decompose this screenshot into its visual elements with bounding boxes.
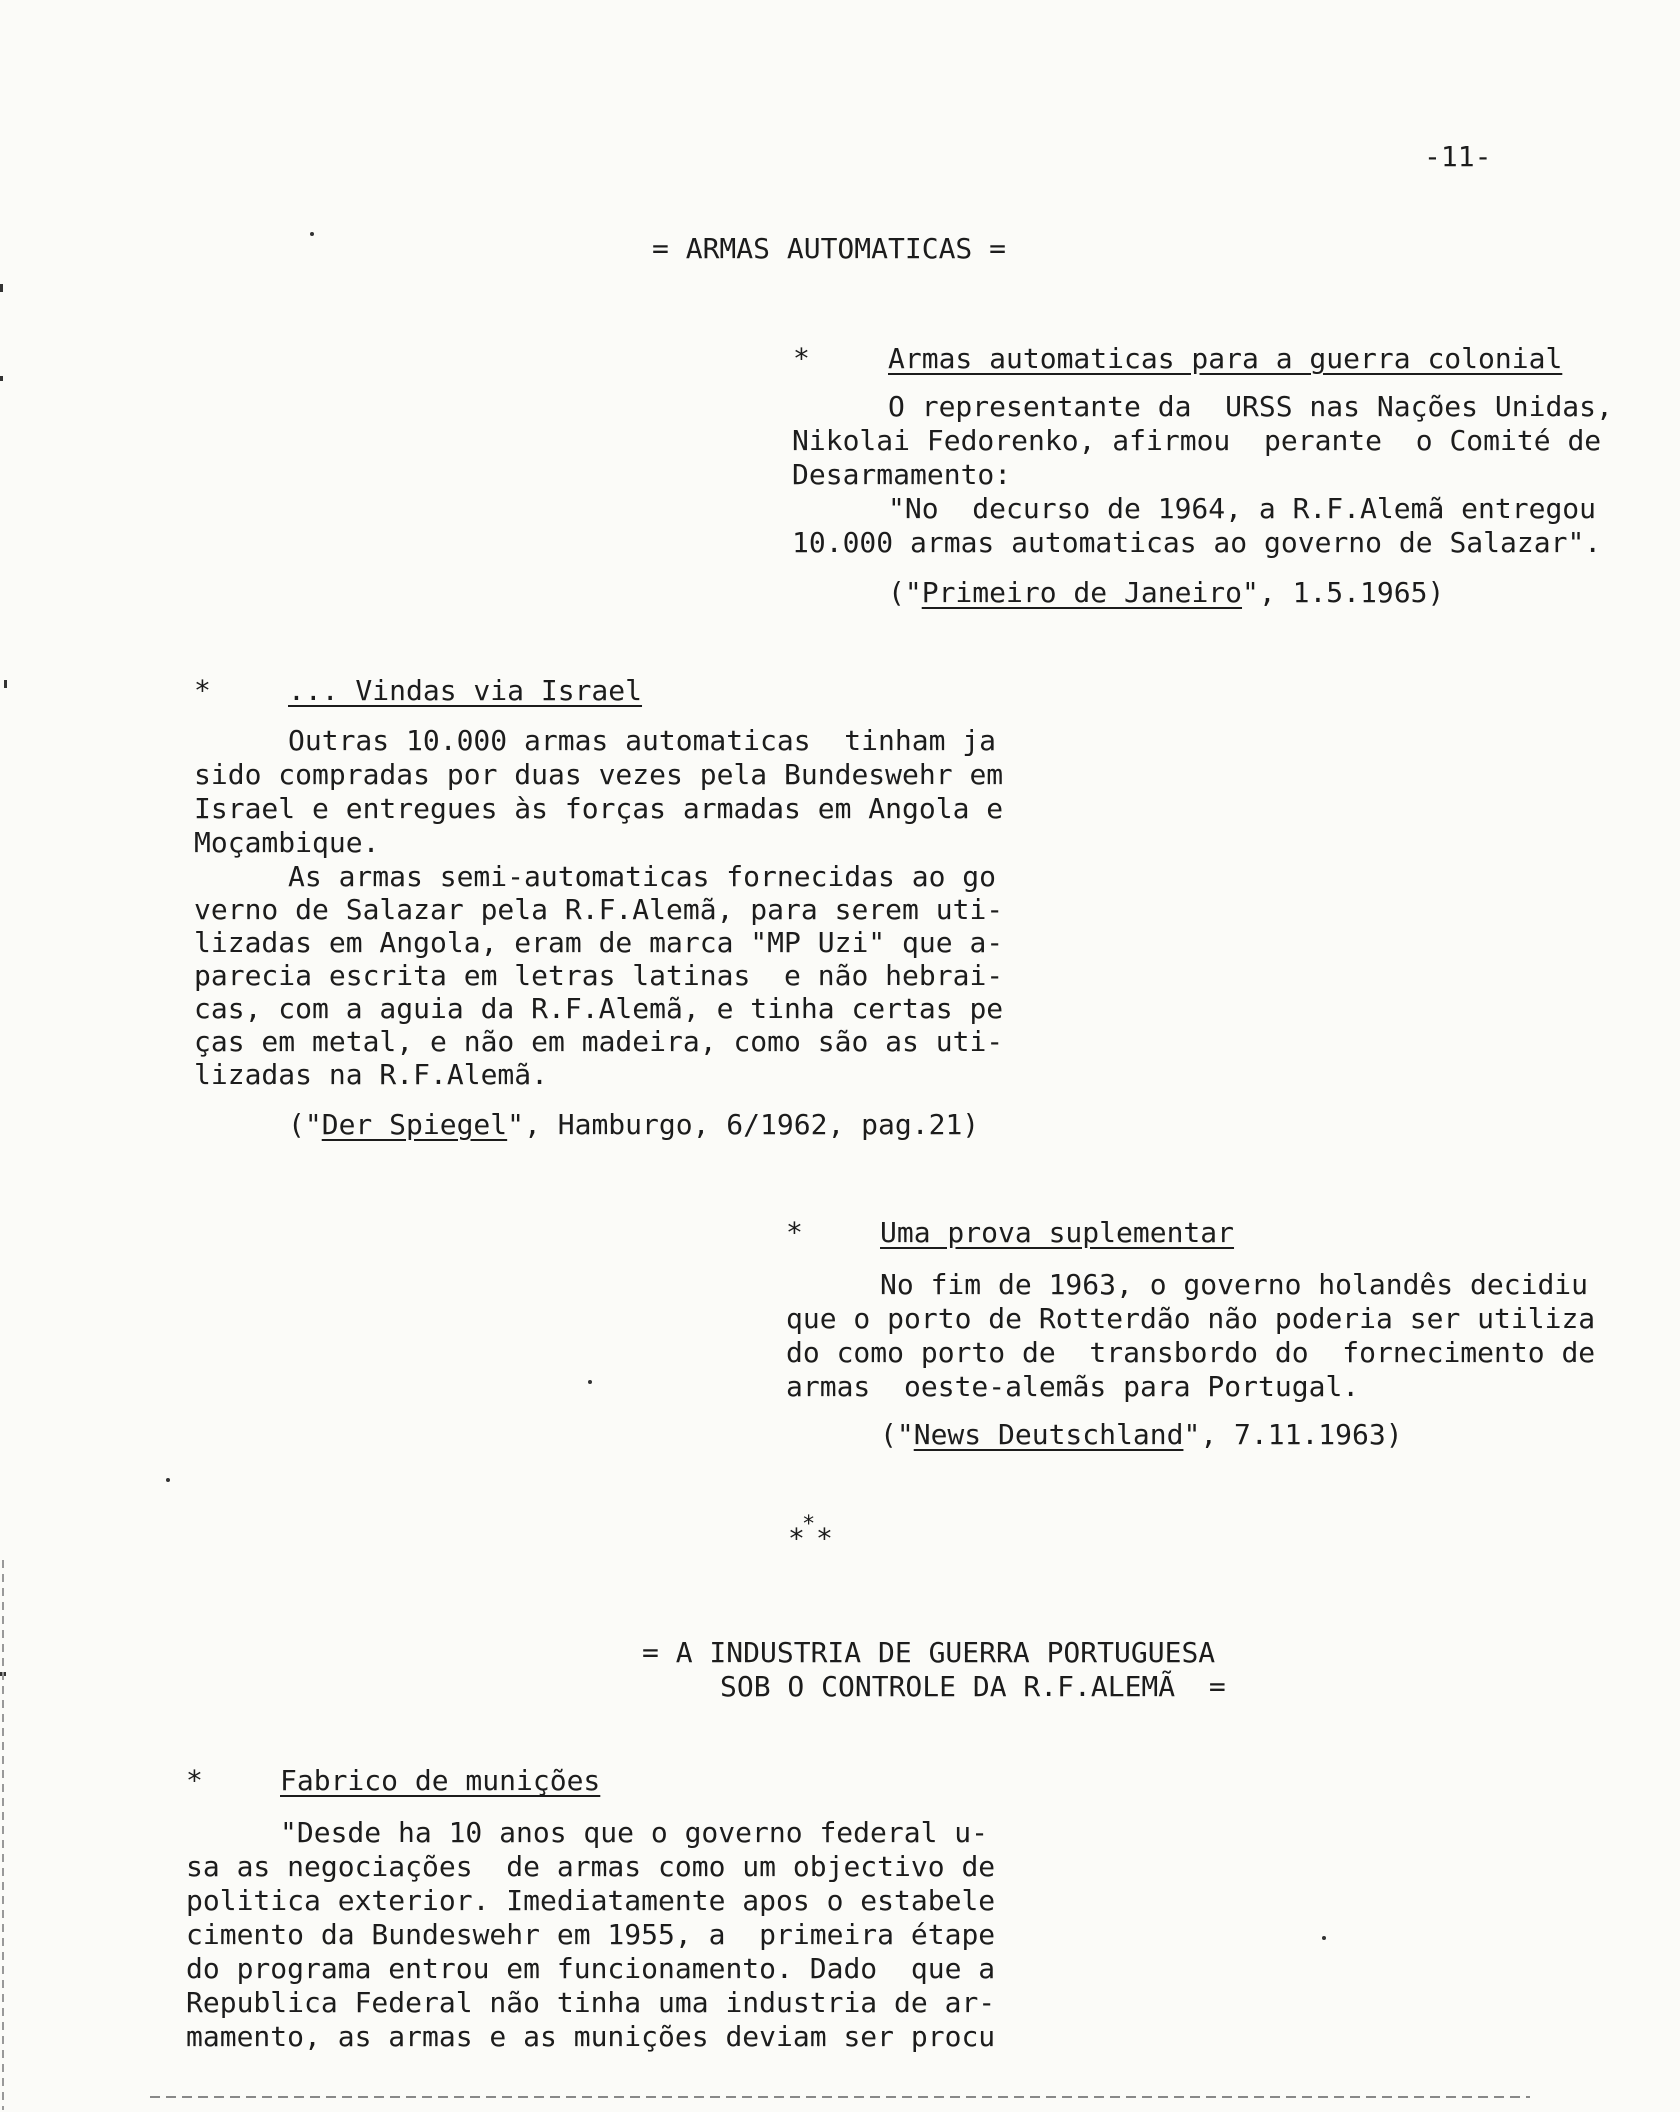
- paragraph-line: parecia escrita em letras latinas e não hebrai-: [194, 959, 1004, 992]
- paragraph-line: lizadas em Angola, eram de marca "MP Uzi" que a-: [194, 926, 1004, 959]
- section-title-industria-line1: = A INDUSTRIA DE GUERRA PORTUGUESA: [642, 1636, 1216, 1669]
- paragraph-line: Outras 10.000 armas automaticas tinham ja: [288, 724, 997, 757]
- paragraph-line: sido compradas por duas vezes pela Bundeswehr em: [194, 758, 1004, 791]
- quote-line: "No decurso de 1964, a R.F.Alemã entregou: [888, 492, 1597, 525]
- bullet-star: *: [194, 674, 211, 707]
- paragraph-line: O representante da URSS nas Nações Unidas,: [888, 390, 1613, 423]
- scan-edge-mark: [4, 680, 7, 688]
- paragraph-line: Republica Federal não tinha uma industria de ar-: [186, 1986, 996, 2019]
- bullet-star: *: [793, 342, 810, 375]
- paragraph-line: "Desde ha 10 anos que o governo federal u-: [280, 1816, 989, 1849]
- paragraph-line: que o porto de Rotterdão não poderia ser utiliza: [786, 1302, 1596, 1335]
- paragraph-line: Nikolai Fedorenko, afirmou perante o Comité de: [792, 424, 1602, 457]
- paragraph-line: do como porto de transbordo do fornecimento de: [786, 1336, 1596, 1369]
- paragraph-line: do programa entrou em funcionamento. Dado que a: [186, 1952, 996, 1985]
- scan-edge-mark: [0, 284, 3, 292]
- section-title-industria-line2: SOB O CONTROLE DA R.F.ALEMÃ =: [720, 1670, 1226, 1703]
- article-heading: ... Vindas via Israel: [288, 674, 643, 707]
- paragraph-line: lizadas na R.F.Alemã.: [194, 1058, 549, 1091]
- scan-speck: [588, 1380, 592, 1384]
- divider-star: *: [816, 1522, 833, 1555]
- page-number: -11-: [1424, 140, 1492, 173]
- section-title-armas-automaticas: = ARMAS AUTOMATICAS =: [652, 232, 1007, 265]
- paragraph-line: Moçambique.: [194, 826, 380, 859]
- paragraph-line: ças em metal, e não em madeira, como são as uti-: [194, 1025, 1004, 1058]
- scan-speck: [166, 1478, 170, 1482]
- source-title: Primeiro de Janeiro: [921, 576, 1243, 609]
- source-citation: ("News Deutschland", 7.11.1963): [880, 1418, 1403, 1451]
- bullet-star: *: [786, 1216, 803, 1249]
- bullet-star: *: [186, 1764, 203, 1797]
- paragraph-line: As armas semi-automaticas fornecidas ao go: [288, 860, 997, 893]
- source-citation: ("Der Spiegel", Hamburgo, 6/1962, pag.21): [288, 1108, 980, 1141]
- paragraph-line: sa as negociações de armas como um objectivo de: [186, 1850, 996, 1883]
- scan-speck: [1322, 1936, 1326, 1940]
- article-heading: Uma prova suplementar: [880, 1216, 1235, 1249]
- quote-line: 10.000 armas automaticas ao governo de Salazar".: [792, 526, 1602, 559]
- scan-left-border: [2, 1560, 4, 2110]
- divider-star: *: [788, 1522, 805, 1555]
- source-title: News Deutschland: [913, 1418, 1184, 1451]
- paragraph-line: politica exterior. Imediatamente apos o estabele: [186, 1884, 996, 1917]
- scan-speck: [310, 232, 314, 236]
- paragraph-line: Israel e entregues às forças armadas em Angola e: [194, 792, 1004, 825]
- source-citation: ("Primeiro de Janeiro", 1.5.1965): [888, 576, 1445, 609]
- scan-edge-mark: [0, 376, 3, 381]
- paragraph-line: verno de Salazar pela R.F.Alemã, para serem uti-: [194, 893, 1004, 926]
- paragraph-line: Desarmamento:: [792, 458, 1012, 491]
- divider-star: *: [802, 1512, 816, 1537]
- scan-bottom-border: [150, 2096, 1530, 2098]
- paragraph-line: cas, com a aguia da R.F.Alemã, e tinha certas pe: [194, 992, 1004, 1025]
- paragraph-line: No fim de 1963, o governo holandês decidiu: [880, 1268, 1589, 1301]
- paragraph-line: armas oeste-alemãs para Portugal.: [786, 1370, 1360, 1403]
- paragraph-line: cimento da Bundeswehr em 1955, a primeira étape: [186, 1918, 996, 1951]
- source-title: Der Spiegel: [321, 1108, 508, 1141]
- paragraph-line: mamento, as armas e as munições deviam ser procu: [186, 2020, 996, 2053]
- article-heading: Armas automaticas para a guerra colonial: [888, 342, 1563, 375]
- article-heading: Fabrico de munições: [280, 1764, 601, 1797]
